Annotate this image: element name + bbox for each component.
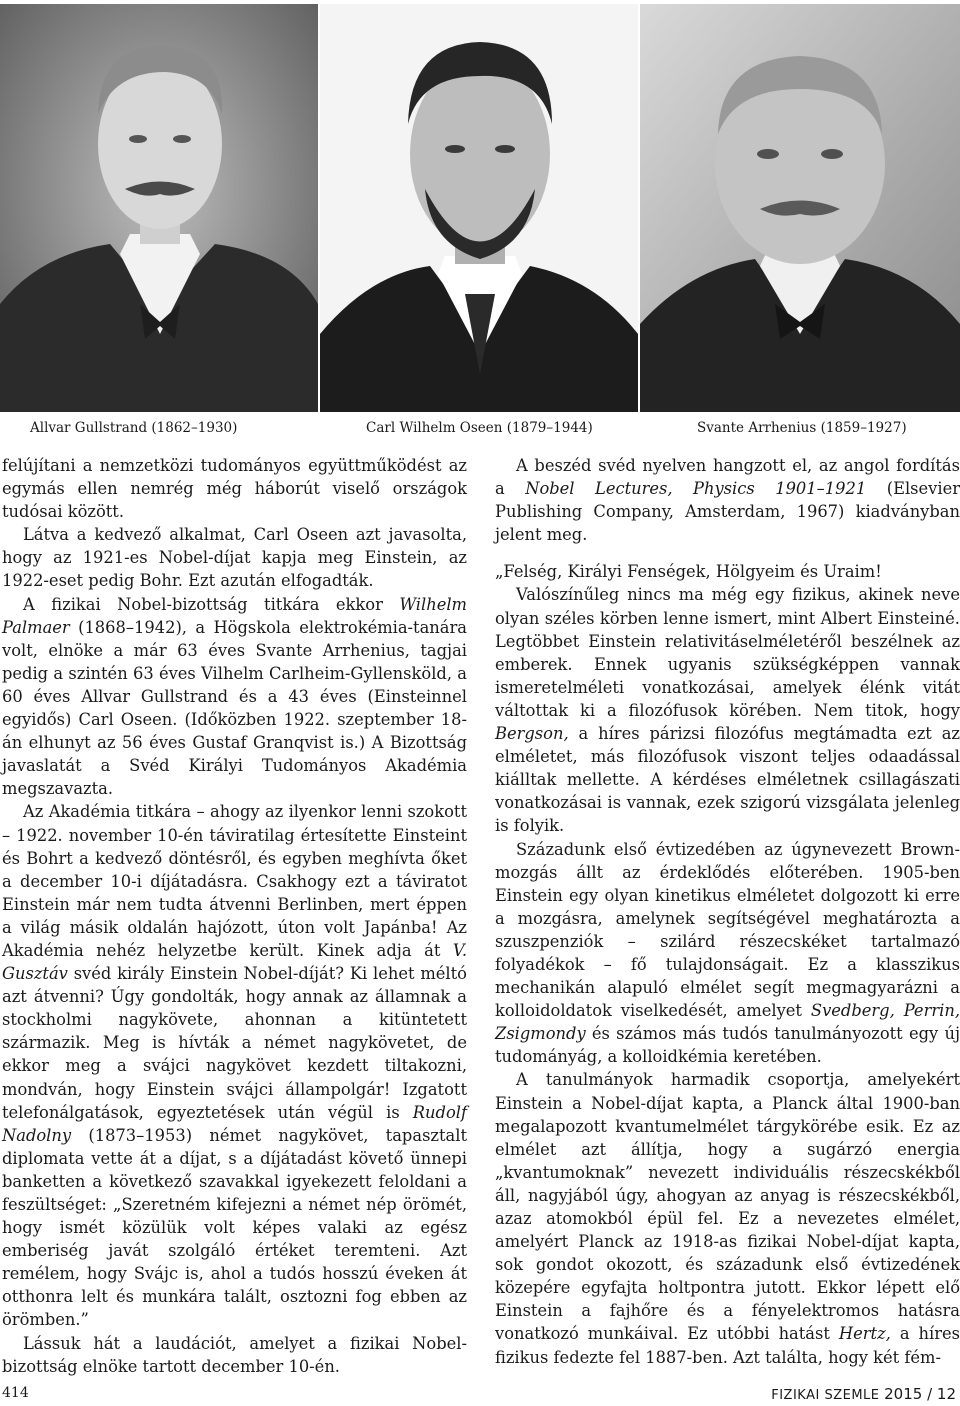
left-column [2,454,467,1378]
issue-number: 2015 / 12 [884,1385,956,1403]
paragraph: Lássuk hát a laudációt, amelyet a fizikai Nobel-bizottság elnöke tartott december 10-én. [2,1333,467,1376]
person-name: Hertz, [838,1324,891,1344]
paragraph: Látva a kedvező alkalmat, Carl Oseen azt javasolta, hogy az 1921-es Nobel-díjat kapja meg Einstein, az 1922-eset pedig Bohr. Ezt azután elfogadták. [2,525,467,591]
portrait-arrhenius [640,4,960,412]
caption-gullstrand: Allvar Gullstrand (1862–1930) [30,420,238,436]
person-name: Bergson, [495,724,569,744]
paragraph: A beszéd svéd nyelven hangzott el, az angol fordítás a Nobel Lectures, Physics 1901–1921 (Elsevier Publishing Company, Amsterdam, 1967) kiadványban jelent meg. [495,456,960,545]
paragraph: felújítani a nemzetközi tudományos együttműködést az egymás ellen nemrég még háborút viselő országok tudósai között. [2,456,467,522]
person-name: V. Gusztáv [2,940,467,984]
speech-salutation: „Felség, Királyi Fenségek, Hölgyeim és Uraim! [495,562,882,582]
page-number: 414 [2,1385,29,1401]
person-name: Rudolf Nadolny [2,1102,467,1145]
caption-oseen: Carl Wilhelm Oseen (1879–1944) [366,420,593,436]
person-names: Svedberg, Perrin, Zsigmondy [495,1001,960,1044]
person-name: Wilhelm Palmaer [2,594,467,637]
paragraph: Valószínűleg nincs ma még egy fizikus, akinek neve olyan széles körben lenne ismert, mint Albert Einsteiné. Legtöbbet Einstein relativitáselméletéről beszélnek az emberek. Ennek ugyanis szükségképpen vannak ismeretelméleti vonatkozásai, amelyek élénk vitát váltottak ki a filozófusok körében. Nem titok, hogy Bergson, a híres párizsi filozófus megtámadta ezt az elméletet, más filozófusok viszont teljes odaadással kiálltak mellette. A kérdéses elméletnek csillagászati vonatkozásai is vannak, ezek szigorú vizsgálata jelenleg is folyik. [495,585,960,836]
portrait-gullstrand [0,4,318,412]
paragraph: Századunk első évtizedében az úgynevezett Brown-mozgás állt az érdeklődés előterében. 1905-ben Einstein egy olyan kinetikus elméletet dolgozott ki erre a mozgásra, amelynek segítségével meghatározta a szuszpenziók – szilárd részecskéket tartalmazó folyadékok – fő tulajdonságait. Ez a klasszikus mechanikán alapuló elmélet segít megmagyarázni a kolloidoldatok viselkedését, amelyet Svedberg, Perrin, Zsigmondy és számos más tudós tanulmányozott egy új tudományág, a kolloidkémia keretében. [495,839,960,1067]
right-column [495,454,960,1369]
paragraph: Az Akadémia titkára – ahogy az ilyenkor lenni szokott – 1922. november 10-én táviratilag értesítette Einsteint és Bohrt a kedvező döntésről, és egyben meghívta őket a december 10-i díjátadásra. Csakhogy ezt a táviratot Einstein már nem tudta átvenni Berlinben, mert éppen a világ másik oldalán hajózott, úton volt Japánba! Az Akadémia nehéz helyzetbe került. Kinek adja át V. Gusztáv svéd király Einstein Nobel-díját? Ki lehet méltó azt átvenni? Úgy gondolták, hogy annak az államnak a stockholmi nagykövete, ahonnan a kitüntetett származik. Meg is hívták a német nagykövetet, de ekkor meg a svájci nagykövet kezdett tiltakozni, mondván, hogy Einstein svájci állampolgár! Izgatott telefonálgatások, egyeztetések után végül is Rudolf Nadolny (1873–1953) német nagykövet, tapasztalt diplomata vette át a díjat, s a díjátadást követő ünnepi banketten a következő szavakkal igyekezett feloldani a feszültséget: „Szeretném kifejezni a német nép örömét, hogy ismét közülük volt képes valaki az egész emberiség javát szolgáló értéket teremteni. Azt remélem, hogy Svájc is, ahol a tudós hosszú éveken át otthonra lelt és munkára talált, osztozni fog ebben az örömben.” [2,802,467,1330]
journal-name: FIZIKAI SZEMLE 2015 / 12 [771,1385,956,1403]
portrait-oseen [320,4,638,412]
caption-arrhenius: Svante Arrhenius (1859–1927) [697,420,907,436]
paragraph: A tanulmányok harmadik csoportja, amelyekért Einstein a Nobel-díjat kapta, a Planck által 1900-ban megalapozott kvantumelmélet tárgykörébe esik. Ez az elmélet azt állítja, hogy a sugárzó energia „kvantumoknak” nevezett individuális részecskékből áll, nagyjából úgy, ahogyan az anyag is részecskékből, azaz atomokból épül fel. Ez a nevezetes elmélet, amelyért Planck az 1918-as fizikai Nobel-díjat kapta, sok gondot okozott, és századunk első évtizedének közepére egyfajta holtpontra jutott. Ekkor lépett elő Einstein a fajhőre és a fényelektromos hatásra vonatkozó munkáival. Ez utóbbi hatást Hertz, a híres fizikus fedezte fel 1887-ben. Azt találta, hogy két fém- [495,1070,960,1367]
book-title: Nobel Lectures, Physics 1901–1921 [525,479,867,499]
paragraph: A fizikai Nobel-bizottság titkára ekkor Wilhelm Palmaer (1868–1942), a Högskola elektrokémia-tanára volt, elnöke a már 63 éves Svante Arrhenius, tagjai pedig a szintén 63 éves Vilhelm Carlheim-Gyllensköld, a 60 éves Allvar Gullstrand és a 43 éves (Einsteinnel egyidős) Carl Oseen. (Időközben 1922. szeptember 18-án elhunyt az 56 éves Gustaf Granqvist is.) A Bizottság javaslatát a Svéd Királyi Tudományos Akadémia megszavazta. [2,594,467,799]
